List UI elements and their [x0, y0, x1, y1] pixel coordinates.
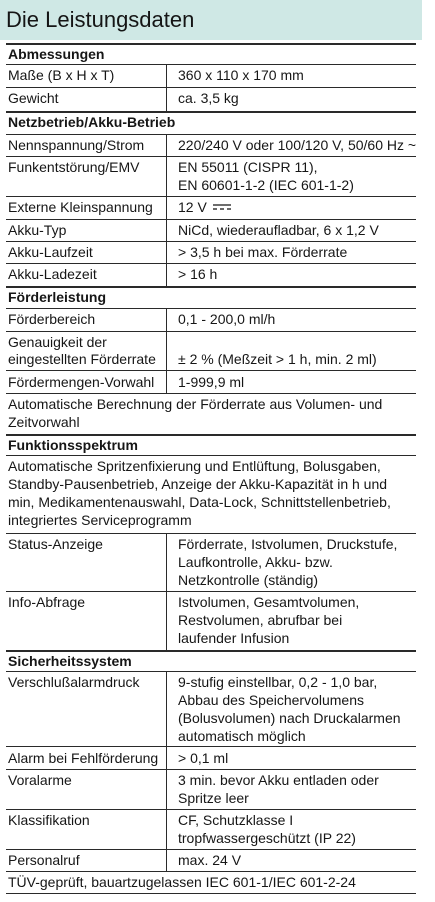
- value-status-anzeige-2: Laufkontrolle, Akku- bzw.: [178, 554, 333, 570]
- rule: [6, 156, 416, 157]
- label-externe-kleinspannung: Externe Kleinspannung: [8, 199, 153, 215]
- value-nennspannung: 220/240 V oder 100/120 V, 50/60 Hz ~: [178, 137, 417, 153]
- label-foerderbereich: Förderbereich: [8, 311, 96, 327]
- section-heading-foerderleistung: Förderleistung: [8, 289, 107, 305]
- value-info-abfrage-2: Restvolumen, abrufbar bei: [178, 612, 343, 628]
- value-klassifikation-1: CF, Schutzklasse I: [178, 812, 294, 828]
- section-heading-sicherheitssystem: Sicherheitssystem: [8, 653, 132, 669]
- rule: [6, 809, 416, 810]
- value-status-anzeige-1: Förderrate, Istvolumen, Druckstufe,: [178, 536, 398, 552]
- value-foerderbereich: 0,1 - 200,0 ml/h: [178, 311, 276, 327]
- label-personalruf: Personalruf: [8, 852, 80, 868]
- rule: [6, 263, 416, 264]
- value-funkentstoerung-1: EN 55011 (CISPR 11),: [178, 159, 318, 175]
- column-divider: [166, 671, 167, 871]
- section-heading-funktionsspektrum: Funktionsspektrum: [8, 437, 138, 453]
- value-masse: 360 x 110 x 170 mm: [178, 67, 304, 83]
- rule: [6, 111, 416, 113]
- label-akku-laufzeit: Akku-Laufzeit: [8, 244, 93, 260]
- rule: [6, 893, 416, 894]
- rule: [6, 871, 416, 872]
- label-verschlussalarmdruck: Verschlußalarmdruck: [8, 674, 140, 690]
- value-genauigkeit: ± 2 % (Meßzeit > 1 h, min. 2 ml): [178, 351, 377, 367]
- text-funktionen-1: Automatische Spritzenfixierung und Entlüftung, Bolusgaben,: [8, 458, 381, 474]
- value-verschlussalarmdruck-3: (Bolusvolumen) nach Druckalarmen: [178, 710, 401, 726]
- label-status-anzeige: Status-Anzeige: [8, 536, 103, 552]
- column-divider: [166, 134, 167, 286]
- label-nennspannung: Nennspannung/Strom: [8, 137, 145, 153]
- value-voralarme-2: Spritze leer: [178, 790, 249, 806]
- column-divider: [166, 308, 167, 393]
- section-heading-netz: Netzbetrieb/Akku-Betrieb: [8, 114, 176, 130]
- label-genauigkeit-2: eingestellten Förderrate: [8, 351, 156, 367]
- label-akku-ladezeit: Akku-Ladezeit: [8, 266, 97, 282]
- rule: [6, 331, 416, 332]
- value-klassifikation-2: tropfwassergeschützt (IP 22): [178, 830, 356, 846]
- value-externe-kleinspannung-wrap: [178, 199, 231, 217]
- rule: [6, 308, 416, 309]
- rule: [6, 43, 416, 45]
- rule: [6, 455, 416, 456]
- section-heading-abmessungen: Abmessungen: [8, 46, 105, 62]
- text-auto-berechnung-1: Automatische Berechnung der Förderrate aus Volumen- und: [8, 396, 383, 412]
- value-info-abfrage-1: Istvolumen, Gesamtvolumen,: [178, 594, 360, 610]
- rule: [6, 393, 416, 394]
- label-funkentstoerung: Funkentstörung/EMV: [8, 159, 140, 175]
- rule: [6, 370, 416, 371]
- label-foerdermengen-vorwahl: Fördermengen-Vorwahl: [8, 374, 155, 390]
- text-funktionen-2: Standby-Pausenbetrieb, Anzeige der Akku-Kapazität in h und: [8, 476, 388, 492]
- rule: [6, 134, 416, 135]
- label-akku-typ: Akku-Typ: [8, 222, 67, 238]
- rule: [6, 849, 416, 850]
- rule: [6, 64, 416, 65]
- rule: [6, 769, 416, 770]
- label-masse: Maße (B x H x T): [8, 67, 115, 83]
- value-akku-typ: NiCd, wiederaufladbar, 6 x 1,2 V: [178, 222, 379, 238]
- value-funkentstoerung-2: EN 60601-1-2 (IEC 601-1-2): [178, 177, 354, 193]
- label-voralarme: Voralarme: [8, 772, 72, 788]
- value-verschlussalarmdruck-4: automatisch möglich: [178, 728, 306, 744]
- value-status-anzeige-3: Netzkontrolle (ständig): [178, 572, 319, 588]
- text-tuev: TÜV-geprüft, bauartzugelassen IEC 601-1/IEC 601-2-24: [8, 874, 356, 890]
- value-akku-laufzeit: > 3,5 h bei max. Förderrate: [178, 244, 348, 260]
- rule: [6, 533, 416, 534]
- value-verschlussalarmdruck-1: 9-stufig einstellbar, 0,2 - 1,0 bar,: [178, 674, 378, 690]
- text-funktionen-3: min, Medikamentenauswahl, Data-Lock, Schnittstellenbetrieb,: [8, 494, 391, 510]
- rule: [6, 196, 416, 197]
- rule: [6, 286, 416, 288]
- value-foerdermengen-vorwahl: 1-999,9 ml: [178, 374, 245, 390]
- label-info-abfrage: Info-Abfrage: [8, 594, 86, 610]
- label-alarm-fehlfoerderung: Alarm bei Fehlförderung: [8, 750, 159, 766]
- rule: [6, 650, 416, 652]
- value-voralarme-1: 3 min. bevor Akku entladen oder: [178, 772, 379, 788]
- value-externe-kleinspannung: 12 V: [178, 199, 207, 215]
- rule: [6, 219, 416, 220]
- rule: [6, 241, 416, 242]
- text-auto-berechnung-2: Zeitvorwahl: [8, 414, 80, 430]
- value-alarm-fehlfoerderung: > 0,1 ml: [178, 750, 229, 766]
- rule: [6, 671, 416, 672]
- rule: [6, 746, 416, 747]
- page-title: Die Leistungsdaten: [6, 7, 195, 32]
- text-funktionen-4: integriertes Serviceprogramm: [8, 512, 192, 528]
- label-gewicht: Gewicht: [8, 90, 59, 106]
- rule: [6, 591, 416, 592]
- value-personalruf: max. 24 V: [178, 852, 242, 868]
- value-gewicht: ca. 3,5 kg: [178, 90, 239, 106]
- value-info-abfrage-3: laufender Infusion: [178, 630, 290, 646]
- value-verschlussalarmdruck-2: Abbau des Speichervolumens: [178, 692, 365, 708]
- label-genauigkeit-1: Genauigkeit der: [8, 334, 107, 350]
- rule: [6, 87, 416, 88]
- column-divider: [166, 533, 167, 650]
- dc-current-icon: [213, 202, 231, 212]
- column-divider: [166, 64, 167, 111]
- value-akku-ladezeit: > 16 h: [178, 266, 218, 282]
- label-klassifikation: Klassifikation: [8, 812, 90, 828]
- rule: [6, 434, 416, 436]
